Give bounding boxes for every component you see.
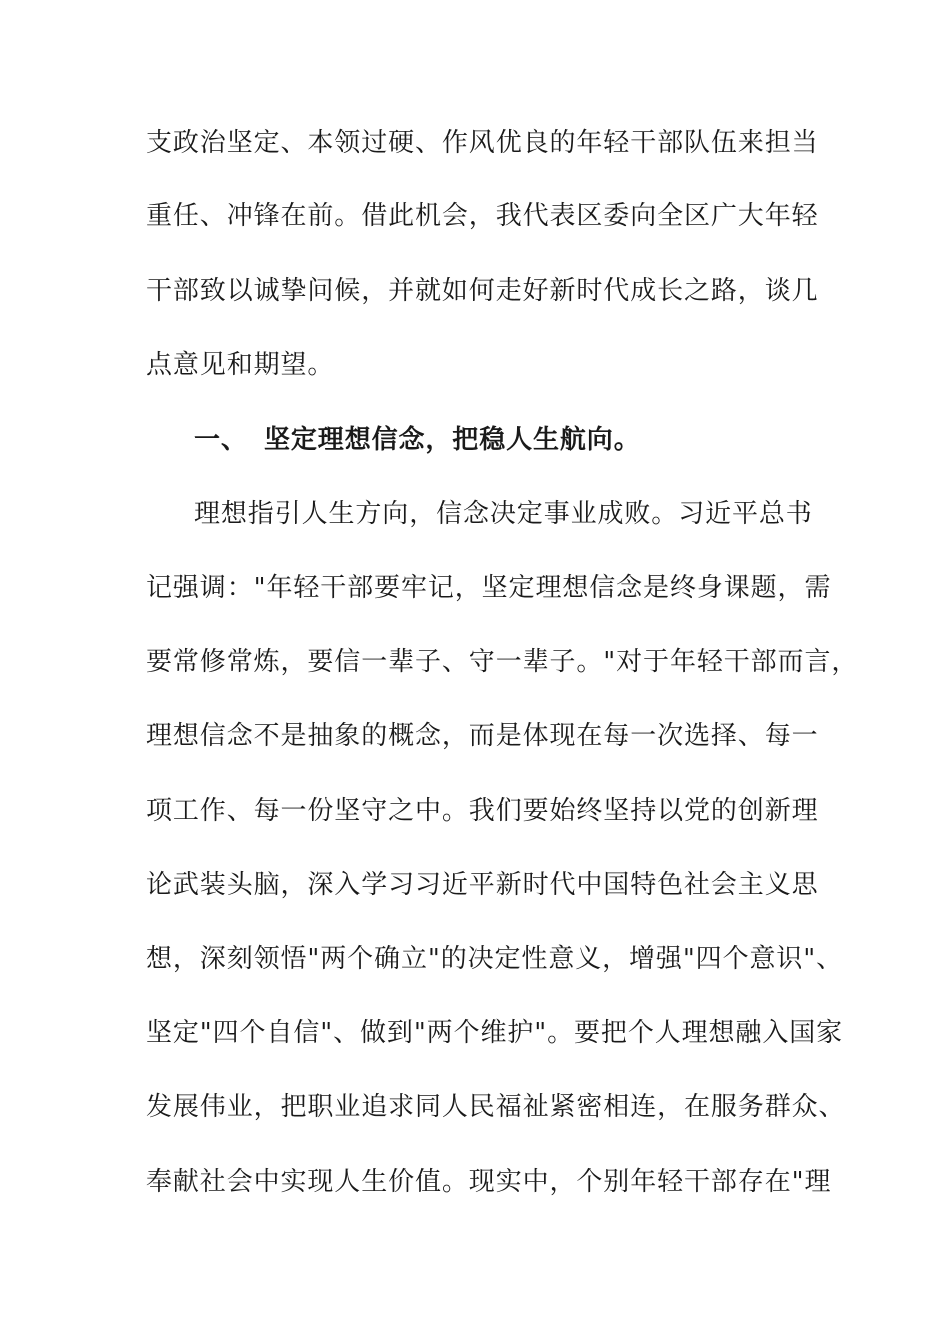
text-line: 要常修常炼，要信一辈子、守一辈子。"对于年轻干部而言， bbox=[146, 647, 859, 677]
text-line: 坚定"四个自信"、做到"两个维护"。要把个人理想融入国家 bbox=[146, 1018, 844, 1048]
section-number: 一、 bbox=[194, 425, 248, 455]
text-line: 支政治坚定、本领过硬、作风优良的年轻干部队伍来担当 bbox=[146, 128, 819, 158]
text-line: 重任、冲锋在前。借此机会，我代表区委向全区广大年轻 bbox=[146, 201, 819, 231]
section-heading bbox=[194, 424, 641, 456]
text-line: 发展伟业，把职业追求同人民福祉紧密相连，在服务群众、 bbox=[146, 1092, 846, 1122]
text-line: 理想信念不是抽象的概念，而是体现在每一次选择、每一 bbox=[146, 721, 819, 751]
text-line: 点意见和期望。 bbox=[146, 350, 335, 380]
text-line: 项工作、每一份坚守之中。我们要始终坚持以党的创新理 bbox=[146, 796, 819, 826]
text-line: 理想指引人生方向，信念决定事业成败。习近平总书 bbox=[194, 499, 813, 529]
text-line: 想，深刻领悟"两个确立"的决定性意义，增强"四个意识"、 bbox=[146, 944, 844, 974]
text-line: 记强调："年轻干部要牢记，坚定理想信念是终身课题，需 bbox=[146, 573, 832, 603]
section-title: 坚定理想信念，把稳人生航向。 bbox=[264, 425, 641, 455]
text-line: 奉献社会中实现人生价值。现实中，个别年轻干部存在"理 bbox=[146, 1167, 832, 1197]
text-line: 论武装头脑，深入学习习近平新时代中国特色社会主义思 bbox=[146, 870, 819, 900]
text-line: 干部致以诚挚问候，并就如何走好新时代成长之路，谈几 bbox=[146, 276, 819, 306]
